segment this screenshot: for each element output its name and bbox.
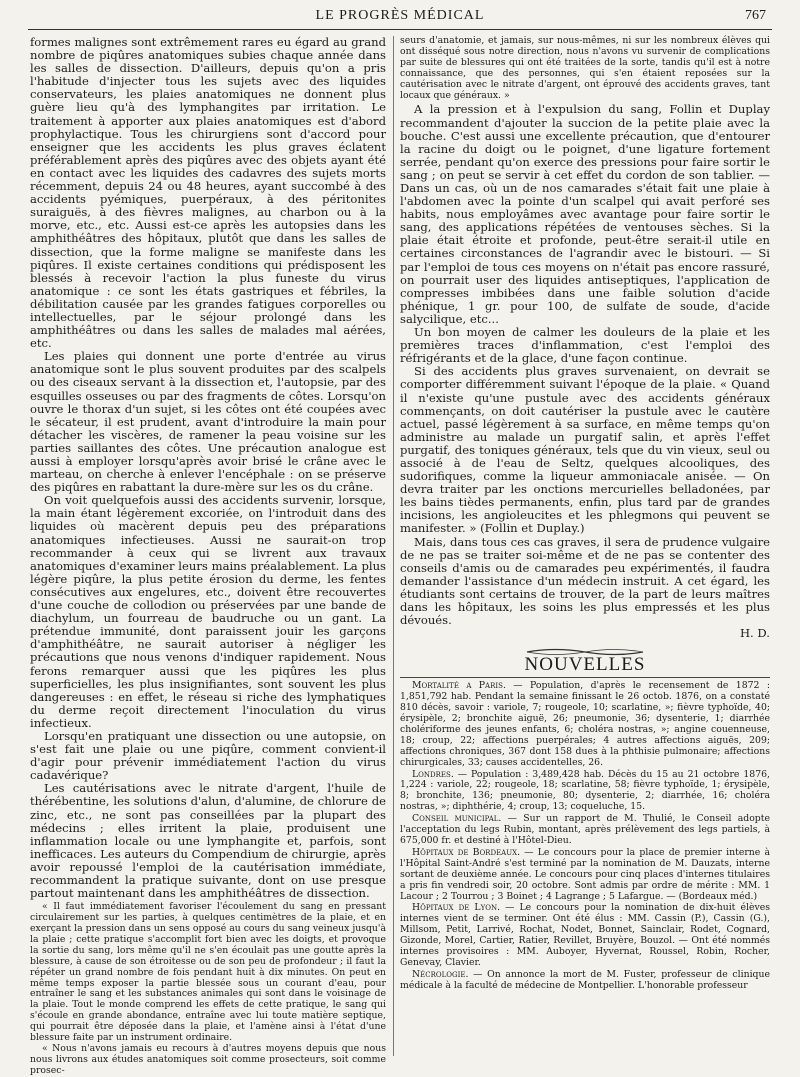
news-item-text: — Population, d'après le recensement de 1872 : 1,851,792 hab. Pendant la semaine finissant le 26 octob. 1876, on a constaté 810 décès, savoir : variole, 7; rougeole, 10; scarlatine, »; fièvre typhoïde, 40; érysipèle, 2; bronchite aiguë, 26; pneumonie, 36; dysenterie, 1; diarrhée cholériforme des jeunes enfants, 6; choléra nostras, »; angine couenneuse, 18; croup, 22; affections puerpérales; 4 autres affections aiguës, 209; affections chroniques, 367 dont 158 dues à la phthisie pulmonaire; affections chirurgicales, 33; causes accidentelles, 26.	[400, 680, 770, 768]
news-item-text: — Sur un rapport de M. Thulié, le Conseil adopte l'acceptation du legs Rubin, montant, après prélèvement des legs partiels, à 675,000 fr. et destiné à l'Hôtel-Dieu.	[400, 813, 770, 846]
news-item	[400, 970, 770, 992]
page-number: 767	[745, 8, 766, 23]
news-item-lead: Hôpitaux de Bordeaux.	[412, 846, 521, 858]
news-item-text: — On annonce la mort de M. Fuster, professeur de clinique médicale à la faculté de médecine de Montpellier. L'honorable professeur	[400, 968, 770, 991]
news-item-text: — Le concours pour la place de premier interne à l'Hôpital Saint-André s'est terminé par la nomination de M. Dauzats, interne sortant de deuxième année. Le concours pour cinq places d'internes titulaires a pris fin vendredi soir, 20 octobre. Sont admis par ordre de mérite : MM. 1 Lacour ; 2 Tourrou ; 3 Boinet ; 4 Lagrange ; 5 Lafargue. — (Bordeaux méd.)	[400, 846, 770, 902]
news-item-lead: Nécrologie.	[412, 968, 469, 980]
news-item	[400, 903, 770, 968]
body-paragraph: Si des accidents plus graves survenaient, on devrait se comporter différemment suivant l'époque de la plaie. « Quand il n'existe qu'une pustule avec des accidents généraux commençants, on doit cautériser la pustule avec le cautère actuel, passé légèrement à sa surface, en même temps qu'on administre au malade un purgatif salin, et après l'effet purgatif, des toniques généraux, tels que du vin vieux, seul ou associé à de l'eau de Seltz, quelques alcooliques, des sudorifiques, comme la liqueur ammoniacale anisée. — On devra traiter par les onctions mercurielles belladonées, par les bains tièdes permanents, enfin, plus tard par de grandes incisions, les angioleucites et les phlegmons qui peuvent se manifester. » (Follin et Duplay.)	[400, 364, 770, 536]
page-header	[0, 8, 800, 26]
news-item	[400, 814, 770, 847]
footnote: « Nous n'avons jamais eu recours à d'autres moyens depuis que nous nous livrons aux études anatomiques soit comme prosecteurs, soit comme prosec-	[30, 1042, 386, 1076]
right-column	[400, 36, 770, 1058]
author-signature: H. D.	[739, 626, 770, 641]
header-rule	[28, 29, 772, 30]
body-paragraph: Un bon moyen de calmer les douleurs de la plaie et les premières traces d'inflammation, c'est l'emploi des réfrigérants et de la glace, d'une façon continue.	[400, 325, 770, 366]
news-item-lead: Conseil municipal.	[412, 813, 502, 825]
left-column	[30, 35, 386, 1076]
body-paragraph: formes malignes sont extrêmement rares eu égard au grand nombre de piqûres anatomiques subies chaque année dans les salles de dissection. D'ailleurs, depuis qu'on a pris l'habitude d'injecter tous les sujets avec des liquides conservateurs, les plaies anatomiques ne donnent plus guère lieu qu'à des lymphangites par irritation. Le traitement à apporter aux plaies anatomiques est d'abord prophylactique. Tous les chirurgiens sont d'accord pour enseigner que les accidents les plus graves éclatent préférablement après des piqûres avec des objets ayant été en contact avec les liquides des cadavres des sujets morts récemment, depuis 24 ou 48 heures, ayant succombé à des accidents pyémiques, puerpéraux, à des péritonites suraiguës, à des fièvres malignes, au charbon ou à la morve, etc., etc. Aussi est-ce après les autopsies dans les amphithéâtres des hôpitaux, plutôt que dans les salles de dissection, que la forme maligne se manifeste dans les piqûres. Il existe certaines conditions qui prédisposent les blessés à recevoir l'action la plus funeste du virus anatomique : ce sont les états gastriques et fébriles, la débilitation causée par les grandes fatigues corporelles ou intellectuelles, par le séjour prolongé dans les amphithéâtres ou dans les salles de malades mal aérées, etc.	[30, 35, 386, 351]
news-item	[400, 848, 770, 903]
body-paragraph: Les plaies qui donnent une porte d'entrée au virus anatomique sont le plus souvent produites par des scalpels ou des ciseaux servant à la dissection et, l'autopsie, par des esquilles osseuses ou par des fragments de côtes. Lorsqu'on ouvre le thorax d'un sujet, si les côtes ont été coupées avec le sécateur, il est prudent, avant d'introduire la main pour détacher les viscères, de ramener la peau voisine sur les parties saillantes des côtes. Une précaution analogue est aussi à employer lorsqu'après avoir brisé le crâne avec le marteau, on cherche à enlever l'encéphale : on se préserve des piqûres en rabattant la dure-mère sur les os du crâne.	[30, 349, 386, 495]
news-item-lead: Hôpitaux de Lyon.	[412, 902, 501, 914]
news-item-lead: Mortalité a Paris.	[412, 680, 506, 692]
body-paragraph: Les cautérisations avec le nitrate d'argent, l'huile de thérébentine, les solutions d'alun, d'alumine, de chlorure de zinc, etc., ne sont pas conseillées par la plupart des médecins ; elles irritent la plaie, produisent une inflammation locale ou une lymphangite et, parfois, sont inefficaces. Les auteurs du Compendium de chirurgie, après avoir repoussé l'emploi de la cautérisation immédiate, recommandent la pratique suivante, dont on use presque partout maintenant dans les amphithéâtres de dissection.	[30, 781, 386, 901]
news-item-text: — Le concours pour la nomination de dix-huit élèves internes vient de se terminer. Ont été élus : MM. Cassin (P.), Cassin (G.), Millsom, Petit, Larrivé, Rochat, Nodet, Bonnet, Sainclair, Rodet, Cognard, Gizonde, Morel, Cartier, Ratier, Revillet, Bruyère, Bouzol. — Ont été nommés internes provisoires : MM. Auboyer, Hyvernat, Roussel, Robin, Rocher, Genevay, Clavier.	[400, 902, 770, 968]
body-paragraph: Lorsqu'en pratiquant une dissection ou une autopsie, on s'est fait une plaie ou une piqûre, comment convient-il d'agir pour prévenir immédiatement l'action du virus cadavérique?	[30, 728, 386, 783]
body-paragraph: Mais, dans tous ces cas graves, il sera de prudence vulgaire de ne pas se traiter soi-même et de ne pas se contenter des conseils d'amis ou de camarades peu expérimentés, il faudra demander l'assistance d'un médecin instruit. A cet égard, les étudiants sont certains de trouver, de la part de leurs maîtres dans les hôpitaux, les soins les plus empressés et les plus dévoués.	[400, 534, 770, 628]
journal-title: LE PROGRÈS MÉDICAL	[315, 8, 485, 23]
footnote: « Il faut immédiatement favoriser l'écoulement du sang en pressant circulairement sur les parties, à quelques centimètres de la plaie, et en exerçant la pression dans un sens opposé au cours du sang veineux jusqu'à la plaie ; cette pratique s'accomplit fort bien avec les doigts, et provoque la sortie du sang, lors même qu'il ne s'en écoulait pas une goutte après la blessure, à cause de son étroitesse ou de son peu de profondeur ; il faut la répéter un grand nombre de fois pendant huit à dix minutes. On peut en même temps exposer la partie blessée sous un courant d'eau, pour entraîner le sang et les substances animales qui sont dans le voisinage de la plaie. Tout le monde comprend les effets de cette pratique, le sang qui s'écoule en grande abondance, entraîne avec lui toute matière septique, qui pourrait être déposée dans la plaie, et l'amène ainsi à l'état d'une blessure faite par un instrument ordinaire.	[30, 901, 386, 1044]
column-divider	[393, 36, 394, 1056]
news-item-lead: Londres.	[412, 768, 454, 780]
body-paragraph: A la pression et à l'expulsion du sang, Follin et Duplay recommandent d'ajouter la succion de la petite plaie avec la bouche. C'est aussi une excellente précaution, que d'entourer la racine du doigt ou le poignet, d'une ligature fortement serrée, pendant qu'on exerce des pressions pour faire sortir le sang ; on peut se servir à cet effet du cordon de son tablier. — Dans un cas, où un de nos camarades s'était fait une plaie à l'abdomen avec la pointe d'un scalpel qui avait perforé ses habits, nous employâmes avec avantage pour faire sortir le sang, des applications répétées de ventouses sèches. Si la plaie était étroite et profonde, peut-être serait-il utile en certaines circonstances de l'agrandir avec le bistouri. — Si par l'emploi de tous ces moyens on n'était pas encore rassuré, on pourrait user des liquides antiseptiques, l'application de compresses imbibées dans une faible solution d'acide phénique, 1 gr. pour 100, de sulfate de soude, d'acide salycilique, etc...	[400, 102, 770, 326]
section-title: NOUVELLES	[400, 654, 770, 678]
footnote-continuation: seurs d'anatomie, et jamais, sur nous-mêmes, ni sur les nombreux élèves qui ont disséqué sous notre direction, nous n'avons vu survenir de complications par suite de blessures qui ont été traitées de la sorte, tandis qu'il est à notre connaissance, que des personnes, qui s'en étaient reposées sur la cautérisation avec le nitrate d'argent, ont éprouvé des accidents graves, tant locaux que généraux. »	[400, 35, 770, 101]
news-item	[400, 681, 770, 768]
body-paragraph: On voit quelquefois aussi des accidents survenir, lorsque, la main étant légèrement excoriée, on l'introduit dans des liquides où macèrent depuis peu des préparations anatomiques infectieuses. Aussi ne saurait-on trop recommander à ceux qui se livrent aux travaux anatomiques d'examiner leurs mains préalablement. La plus légère piqûre, la plus petite érosion du derme, les fentes consécutives aux engelures, etc., doivent être recouvertes d'une couche de collodion ou préservées par une bande de diachylum, un fourreau de baudruche ou un gant. La prétendue immunité, dont paraissent jouir les garçons d'amphithéâtre, ne saurait autoriser à négliger les précautions que nous venons d'indiquer rapidement. Nous ferons remarquer aussi que les piqûres les plus superficielles, les plus insignifiantes, sont souvent les plus dangereuses : en effet, le réseau si riche des lymphatiques du derme reçoit directement l'inoculation du virus infectieux.	[30, 493, 386, 730]
news-item	[400, 770, 770, 814]
ornament-divider	[400, 642, 770, 654]
news-item-text: — Population : 3,489,428 hab. Décès du 15 au 21 octobre 1876, 1,224 : variole, 22; rougeole, 18; scarlatine, 58; fièvre typhoïde, 1; érysipèle, 8; bronchite, 136; pneumonie, 80; dysenterie, 2; diarrhée, 16; choléra nostras, »; diphthérie, 4; croup, 13; coqueluche, 15.	[400, 768, 770, 813]
